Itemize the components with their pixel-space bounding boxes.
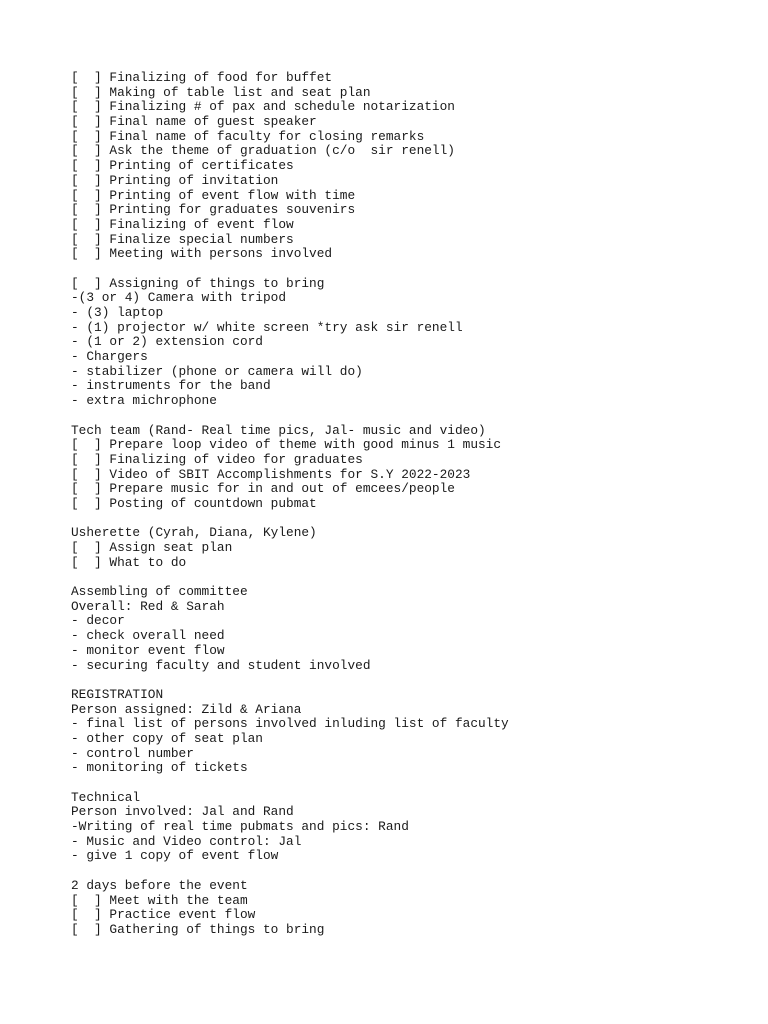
- checklist-item: [ ] Printing of certificates: [71, 158, 294, 174]
- list-item: - Chargers: [71, 349, 148, 365]
- section-two-days-before: [71, 879, 751, 938]
- checklist-item: [ ] Assigning of things to bring: [71, 275, 325, 291]
- list-item: - give 1 copy of event flow: [71, 848, 279, 864]
- list-item: - (1) projector w/ white screen *try ask sir renell: [71, 319, 463, 335]
- checklist-item: [ ] Ask the theme of graduation (c/o sir renell): [71, 143, 455, 159]
- checklist-item: [ ] Practice event flow: [71, 907, 256, 923]
- blank-line: [71, 864, 751, 879]
- section-heading: Technical: [71, 789, 141, 805]
- checklist-item: [ ] Finalizing # of pax and schedule notarization: [71, 99, 455, 115]
- assignee-line: Person involved: Jal and Rand: [71, 804, 294, 820]
- blank-line: [71, 776, 751, 791]
- checklist-item: [ ] Final name of guest speaker: [71, 114, 317, 130]
- checklist-item: [ ] Meet with the team: [71, 892, 248, 908]
- checklist-item: [ ] Gathering of things to bring: [71, 921, 325, 937]
- section-registration: [71, 688, 751, 776]
- checklist-item: [ ] Printing of invitation: [71, 172, 279, 188]
- list-item: - other copy of seat plan: [71, 730, 263, 746]
- section-usherette: [71, 526, 751, 570]
- list-item: -Writing of real time pubmats and pics: Rand: [71, 819, 409, 835]
- section-heading: 2 days before the event: [71, 877, 248, 893]
- list-item: - Music and Video control: Jal: [71, 833, 302, 849]
- document-body: [71, 71, 751, 938]
- checklist-item: [ ] Assign seat plan: [71, 540, 233, 555]
- checklist-item: [ ] Finalize special numbers: [71, 231, 294, 247]
- list-item: - instruments for the band: [71, 378, 271, 394]
- blank-line: [71, 570, 751, 585]
- blank-line: [71, 262, 751, 277]
- list-item: -(3 or 4) Camera with tripod: [71, 290, 287, 306]
- checklist-item: [ ] Meeting with persons involved: [71, 246, 333, 262]
- blank-line: [71, 512, 751, 527]
- section-heading: REGISTRATION: [71, 686, 164, 702]
- list-item: - securing faculty and student involved: [71, 657, 371, 673]
- checklist-item: [ ] Prepare music for in and out of emcees/people: [71, 481, 455, 497]
- list-item: - extra michrophone: [71, 393, 217, 409]
- section-main-checklist: [71, 71, 751, 262]
- list-item: - check overall need: [71, 628, 225, 644]
- checklist-item: [ ] Printing of event flow with time: [71, 187, 356, 203]
- checklist-item: [ ] Prepare loop video of theme with good minus 1 music: [71, 437, 502, 453]
- checklist-item: [ ] Video of SBIT Accomplishments for S.Y 2022-2023: [71, 466, 471, 482]
- checklist-item: [ ] What to do: [71, 554, 187, 570]
- list-item: - monitor event flow: [71, 642, 225, 658]
- blank-line: [71, 673, 751, 688]
- list-item: - final list of persons involved inluding list of faculty: [71, 716, 509, 732]
- section-heading: Usherette (Cyrah, Diana, Kylene): [71, 525, 317, 541]
- section-committee: [71, 585, 751, 673]
- section-heading: Tech team (Rand- Real time pics, Jal- music and video): [71, 422, 486, 438]
- assignee-line: Person assigned: Zild & Ariana: [71, 701, 302, 717]
- list-item: - decor: [71, 613, 125, 629]
- section-technical: [71, 791, 751, 864]
- list-item: - monitoring of tickets: [71, 760, 248, 776]
- list-item: - (1 or 2) extension cord: [71, 334, 263, 350]
- assignee-line: Overall: Red & Sarah: [71, 598, 225, 614]
- blank-line: [71, 409, 751, 424]
- list-item: - (3) laptop: [71, 305, 164, 320]
- checklist-item: [ ] Finalizing of event flow: [71, 216, 294, 232]
- checklist-item: [ ] Finalizing of video for graduates: [71, 451, 363, 467]
- checklist-item: [ ] Finalizing of food for buffet: [71, 70, 333, 85]
- checklist-item: [ ] Final name of faculty for closing remarks: [71, 128, 425, 144]
- section-tech-team: [71, 424, 751, 512]
- checklist-item: [ ] Making of table list and seat plan: [71, 84, 371, 100]
- section-heading: Assembling of committee: [71, 584, 248, 600]
- list-item: - control number: [71, 745, 194, 761]
- list-item: - stabilizer (phone or camera will do): [71, 363, 363, 379]
- checklist-item: [ ] Posting of countdown pubmat: [71, 495, 317, 511]
- checklist-item: [ ] Printing for graduates souvenirs: [71, 202, 356, 218]
- section-things-to-bring: [71, 277, 751, 409]
